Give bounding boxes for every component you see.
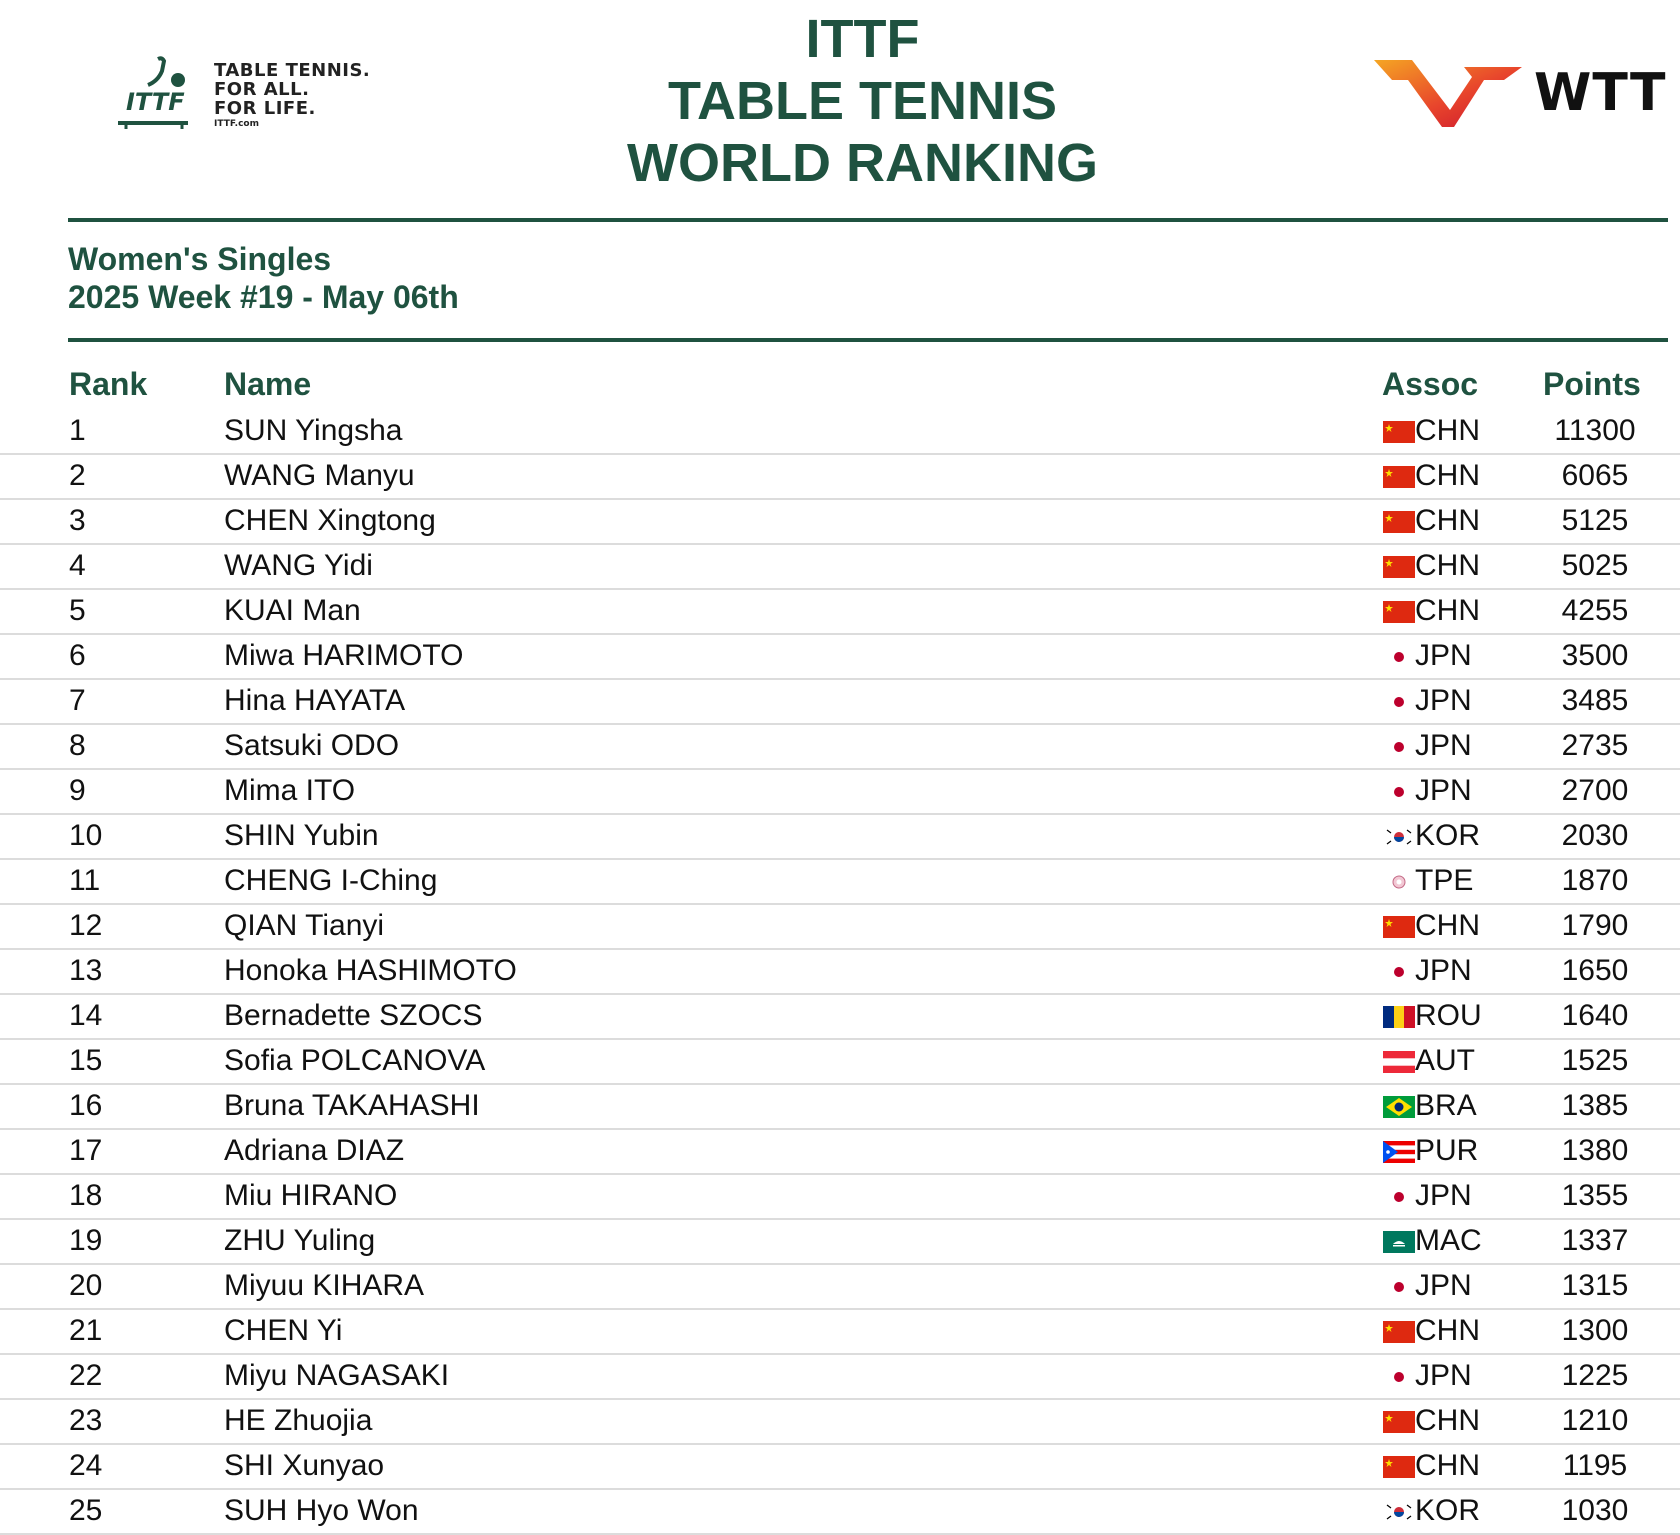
assoc-cell: CHN [1415,504,1480,537]
table-row [0,1265,1680,1310]
assoc-cell: JPN [1415,729,1472,762]
table-row [0,815,1680,860]
points-cell: 1385 [1561,1089,1629,1122]
player-name-cell: Sofia POLCANOVA [224,1044,486,1077]
table-row [0,635,1680,680]
assoc-cell: JPN [1415,639,1472,672]
flag-chn-icon [1383,466,1415,488]
table-row [0,1130,1680,1175]
flag-jpn-icon [1383,736,1415,758]
flag-chn-icon [1383,511,1415,533]
points-cell: 4255 [1561,594,1629,627]
points-cell: 1380 [1561,1134,1629,1167]
table-row [0,995,1680,1040]
rank-cell: 19 [69,1224,103,1257]
ittf-tagline-2: FOR ALL. [214,79,310,100]
points-cell: 1315 [1561,1269,1629,1302]
flag-chn-icon [1383,1456,1415,1478]
player-name-cell: SUH Hyo Won [224,1494,419,1527]
table-row [0,1220,1680,1265]
rank-cell: 24 [69,1449,103,1482]
flag-chn-icon [1383,1411,1415,1433]
player-name-cell: ZHU Yuling [224,1224,376,1257]
flag-jpn-icon [1383,1186,1415,1208]
rank-cell: 23 [69,1404,103,1437]
points-cell: 1210 [1561,1404,1629,1437]
rank-cell: 4 [69,549,86,582]
points-cell: 2030 [1561,819,1629,852]
rank-cell: 5 [69,594,86,627]
col-rank-header: Rank [69,366,148,402]
assoc-cell: CHN [1415,1404,1480,1437]
wtt-logo-text: WTT [1534,63,1667,123]
ittf-tagline-1: TABLE TENNIS. [214,60,371,81]
table-row [0,545,1680,590]
ittf-url: ITTF.com [214,119,259,129]
player-name-cell: SUN Yingsha [224,414,403,447]
points-cell: 3500 [1561,639,1629,672]
points-cell: 1355 [1561,1179,1629,1212]
points-cell: 5125 [1561,504,1629,537]
flag-jpn-icon [1383,961,1415,983]
ranking-subtitle [68,240,459,316]
flag-jpn-icon [1383,781,1415,803]
ittf-tagline-3: FOR LIFE. [214,98,316,119]
table-header [0,366,1680,408]
assoc-cell: CHN [1415,1314,1480,1347]
player-name-cell: Miyuu KIHARA [224,1269,425,1302]
points-cell: 1640 [1561,999,1629,1032]
table-row [0,905,1680,950]
player-name-cell: SHIN Yubin [224,819,379,852]
wtt-logo [1372,55,1680,135]
ranking-table [0,410,1680,1535]
player-name-cell: Miyu NAGASAKI [224,1359,450,1392]
player-name-cell: Miu HIRANO [224,1179,398,1212]
player-name-cell: WANG Yidi [224,549,373,582]
category-label: Women's Singles [68,241,332,277]
points-cell: 3485 [1561,684,1629,717]
rank-cell: 1 [69,414,86,447]
rank-cell: 8 [69,729,86,762]
flag-kor-icon [1383,826,1415,848]
points-cell: 1870 [1561,864,1629,897]
table-row [0,1085,1680,1130]
assoc-cell: CHN [1415,414,1480,447]
assoc-cell: TPE [1415,864,1474,897]
player-name-cell: Miwa HARIMOTO [224,639,464,672]
rank-cell: 15 [69,1044,103,1077]
points-cell: 1225 [1561,1359,1629,1392]
rank-cell: 11 [69,864,101,897]
rank-cell: 13 [69,954,103,987]
player-name-cell: Honoka HASHIMOTO [224,954,517,987]
table-row [0,1355,1680,1400]
flag-pur-icon [1383,1141,1415,1163]
player-name-cell: Mima ITO [224,774,356,807]
assoc-cell: JPN [1415,684,1472,717]
assoc-cell: KOR [1415,819,1481,852]
flag-aut-icon [1383,1051,1415,1073]
assoc-cell: ROU [1415,999,1482,1032]
table-row [0,1445,1680,1490]
assoc-cell: JPN [1415,1179,1472,1212]
title-line-2: TABLE TENNIS [668,71,1057,131]
table-row [0,500,1680,545]
assoc-cell: AUT [1415,1044,1475,1077]
rank-cell: 18 [69,1179,103,1212]
player-name-cell: Adriana DIAZ [224,1134,405,1167]
rank-cell: 20 [69,1269,103,1302]
player-name-cell: Hina HAYATA [224,684,406,717]
table-row [0,1400,1680,1445]
flag-jpn-icon [1383,1366,1415,1388]
rank-cell: 7 [69,684,86,717]
assoc-cell: CHN [1415,549,1480,582]
col-name-header: Name [224,366,312,402]
wtt-emblem-icon [1372,55,1532,135]
table-row [0,1040,1680,1085]
title-line-1: ITTF [805,9,920,69]
flag-rou-icon [1383,1006,1415,1028]
flag-chn-icon [1383,601,1415,623]
assoc-cell: KOR [1415,1494,1481,1527]
flag-bra-icon [1383,1096,1415,1118]
player-name-cell: Satsuki ODO [224,729,400,762]
assoc-cell: JPN [1415,954,1472,987]
table-row [0,1490,1680,1535]
assoc-cell: MAC [1415,1224,1482,1257]
rank-cell: 21 [69,1314,103,1347]
points-cell: 2700 [1561,774,1629,807]
player-name-cell: SHI Xunyao [224,1449,385,1482]
flag-chn-icon [1383,556,1415,578]
assoc-cell: CHN [1415,459,1480,492]
flag-chn-icon [1383,421,1415,443]
col-assoc-header: Assoc [1382,366,1479,402]
ittf-mark-text: ITTF [126,88,185,116]
points-cell: 5025 [1561,549,1629,582]
assoc-cell: JPN [1415,774,1472,807]
table-row [0,680,1680,725]
points-cell: 1337 [1561,1224,1629,1257]
rank-cell: 14 [69,999,103,1032]
points-cell: 1195 [1562,1449,1628,1482]
player-name-cell: CHEN Yi [224,1314,343,1347]
week-label: 2025 Week #19 - May 06th [68,279,459,315]
assoc-cell: BRA [1415,1089,1477,1122]
rank-cell: 25 [69,1494,103,1527]
header-divider [68,218,1668,222]
assoc-cell: CHN [1415,1449,1480,1482]
player-name-cell: Bernadette SZOCS [224,999,483,1032]
points-cell: 1790 [1561,909,1629,942]
points-cell: 11300 [1554,414,1636,447]
rank-cell: 2 [69,459,86,492]
flag-chn-icon [1383,916,1415,938]
assoc-cell: JPN [1415,1269,1472,1302]
flag-tpe-icon [1383,871,1415,893]
rank-cell: 22 [69,1359,103,1392]
assoc-cell: JPN [1415,1359,1472,1392]
assoc-cell: CHN [1415,909,1480,942]
subtitle-divider [68,338,1668,342]
player-name-cell: KUAI Man [224,594,361,627]
points-cell: 1030 [1561,1494,1629,1527]
points-cell: 6065 [1561,459,1629,492]
table-row [0,455,1680,500]
table-row [0,410,1680,455]
rank-cell: 12 [69,909,103,942]
assoc-cell: PUR [1415,1134,1479,1167]
rank-cell: 10 [69,819,103,852]
rank-cell: 9 [69,774,86,807]
flag-jpn-icon [1383,1276,1415,1298]
rank-cell: 16 [69,1089,103,1122]
flag-jpn-icon [1383,691,1415,713]
flag-chn-icon [1383,1321,1415,1343]
assoc-cell: CHN [1415,594,1480,627]
player-name-cell: CHENG I-Ching [224,864,438,897]
player-name-cell: QIAN Tianyi [224,909,385,942]
title-line-3: WORLD RANKING [627,133,1098,193]
points-cell: 2735 [1561,729,1629,762]
table-row [0,770,1680,815]
player-name-cell: Bruna TAKAHASHI [224,1089,480,1122]
player-name-cell: CHEN Xingtong [224,504,436,537]
points-cell: 1300 [1561,1314,1629,1347]
table-row [0,1175,1680,1220]
table-row [0,1310,1680,1355]
flag-kor-icon [1383,1501,1415,1523]
rank-cell: 6 [69,639,86,672]
points-cell: 1650 [1561,954,1629,987]
player-name-cell: HE Zhuojia [224,1404,373,1437]
table-row [0,950,1680,995]
rank-cell: 17 [69,1134,103,1167]
table-row [0,725,1680,770]
table-row [0,860,1680,905]
col-points-header: Points [1543,366,1641,402]
table-row [0,590,1680,635]
player-name-cell: WANG Manyu [224,459,415,492]
rank-cell: 3 [69,504,86,537]
flag-jpn-icon [1383,646,1415,668]
points-cell: 1525 [1561,1044,1629,1077]
flag-mac-icon [1383,1231,1415,1253]
